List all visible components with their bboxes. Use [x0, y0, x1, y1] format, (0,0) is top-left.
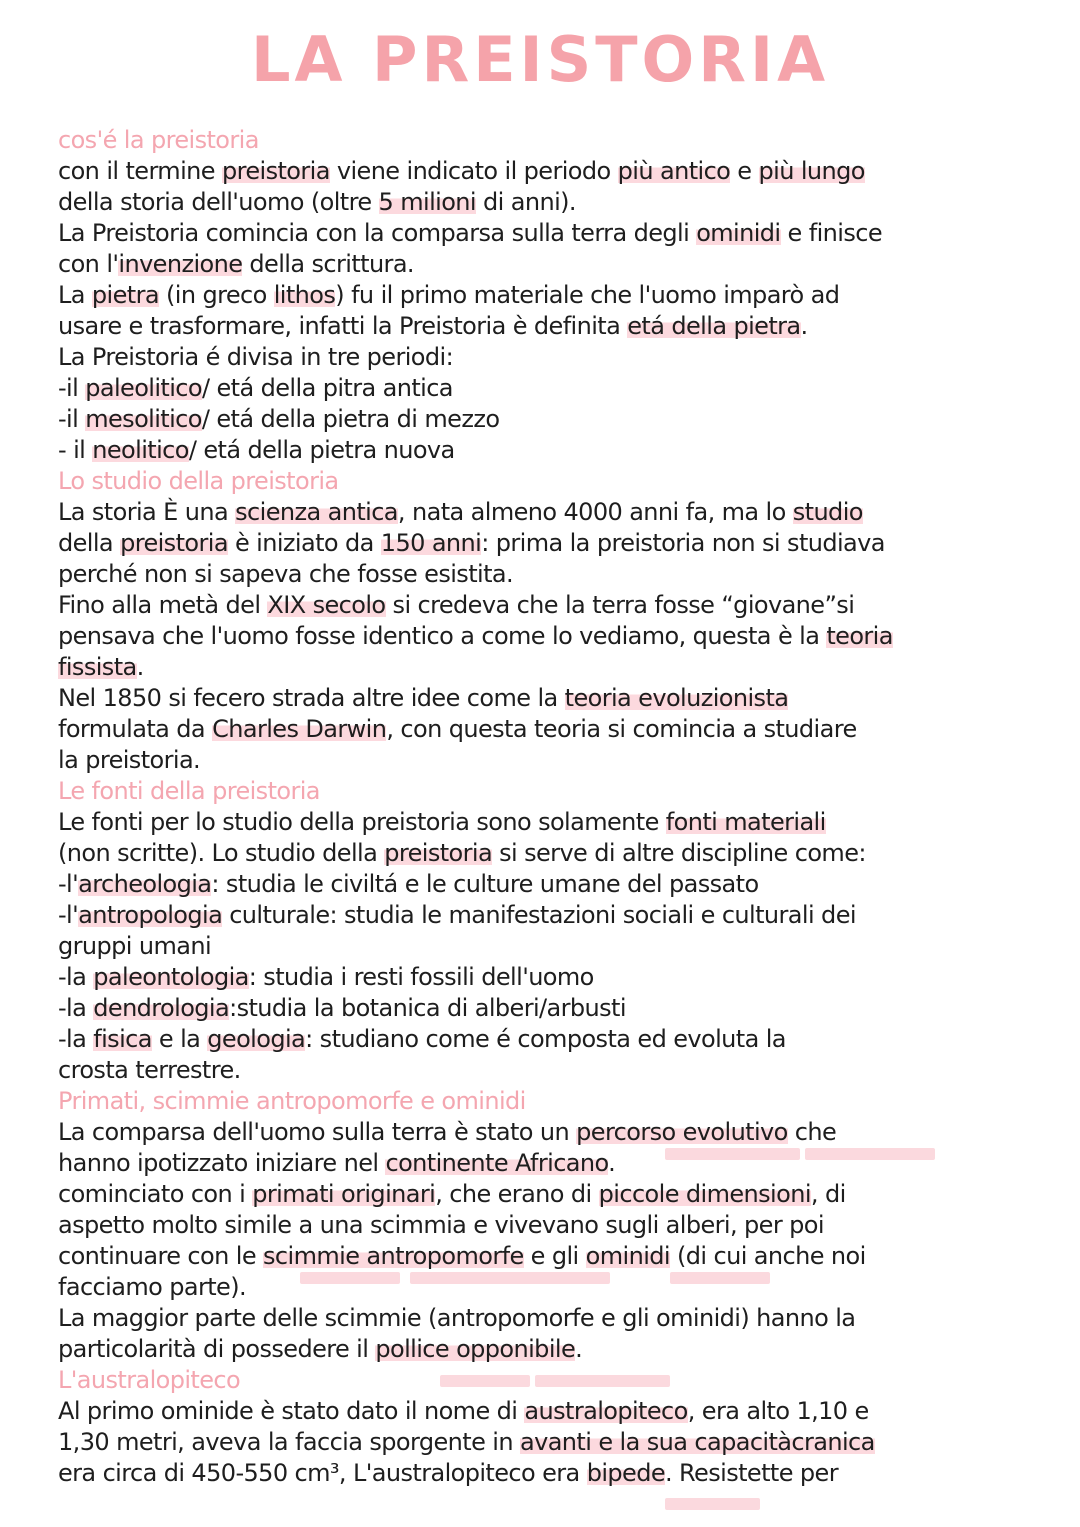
- text-segment: -l': [58, 870, 79, 898]
- text-line: [58, 621, 1038, 652]
- text-line: [58, 590, 1038, 621]
- text-segment: -la: [58, 963, 94, 991]
- highlighted-term: pollice opponibile: [375, 1335, 576, 1363]
- text-line: [58, 745, 1038, 776]
- text-segment: pensava che l'uomo fosse identico a come lo vediamo, questa è la: [58, 622, 827, 650]
- text-line: [58, 280, 1038, 311]
- highlighted-term: scimmie antropomorfe: [263, 1242, 524, 1270]
- text-segment: e finisce: [780, 219, 882, 247]
- highlighted-term: scienza antica: [235, 498, 398, 526]
- text-segment: .: [800, 312, 808, 340]
- text-line: [58, 1241, 1038, 1272]
- text-segment: di anni).: [475, 188, 576, 216]
- text-segment: ) fu il primo materiale che l'uomo imparò ad: [335, 281, 840, 309]
- highlighted-term: invenzione: [118, 250, 243, 278]
- text-segment: :studia la botanica di alberi/arbusti: [229, 994, 626, 1022]
- highlighted-term: bipede: [586, 1459, 665, 1487]
- text-segment: gruppi umani: [58, 932, 212, 960]
- highlighted-term: dendrologia: [93, 994, 230, 1022]
- text-segment: : studia i resti fossili dell'uomo: [248, 963, 594, 991]
- text-segment: viene indicato il periodo: [329, 157, 618, 185]
- text-line: [58, 931, 1038, 962]
- text-line: [58, 962, 1038, 993]
- text-segment: con l': [58, 250, 119, 278]
- text-segment: : prima la preistoria non si studiava: [481, 529, 885, 557]
- text-segment: Le fonti per lo studio della preistoria sono solamente: [58, 808, 666, 836]
- text-line: [58, 900, 1038, 931]
- section-heading: [58, 466, 1038, 497]
- text-segment: aspetto molto simile a una scimmia e vivevano sugli alberi, per poi: [58, 1211, 824, 1239]
- highlighted-term: preistoria: [120, 529, 228, 557]
- text-segment: e gli: [523, 1242, 586, 1270]
- text-segment: con il termine: [58, 157, 222, 185]
- text-line: [58, 1024, 1038, 1055]
- text-segment: , di: [810, 1180, 846, 1208]
- text-segment: facciamo parte).: [58, 1273, 246, 1301]
- text-segment: -il: [58, 374, 86, 402]
- highlighted-term: percorso evolutivo: [576, 1118, 788, 1146]
- text-segment: cominciato con i: [58, 1180, 253, 1208]
- text-line: [58, 373, 1038, 404]
- text-segment: si credeva che la terra fosse “giovane”si: [385, 591, 855, 619]
- highlighted-term: etá della pietra: [627, 312, 801, 340]
- section-heading: [58, 1365, 1038, 1396]
- highlighted-term: preistoria: [384, 839, 493, 867]
- text-line: [58, 1148, 1038, 1179]
- text-segment: , era alto 1,10 e: [687, 1397, 869, 1425]
- text-line: [58, 1334, 1038, 1365]
- section-heading: [58, 776, 1038, 807]
- highlighted-term: teoria: [826, 622, 893, 650]
- highlighted-term: lithos: [273, 281, 336, 309]
- text-segment: -la: [58, 994, 94, 1022]
- highlighted-term: più antico: [617, 157, 731, 185]
- text-line: [58, 1055, 1038, 1086]
- highlighted-term: mesolitico: [85, 405, 202, 433]
- text-segment: che: [787, 1118, 837, 1146]
- highlighted-term: geologia: [207, 1025, 306, 1053]
- text-segment: . Resistette per: [665, 1459, 838, 1487]
- text-line: [58, 652, 1038, 683]
- text-segment: crosta terrestre.: [58, 1056, 241, 1084]
- text-line: [58, 342, 1038, 373]
- text-line: [58, 249, 1038, 280]
- highlighted-term: Charles Darwin: [212, 715, 387, 743]
- highlighted-term: teoria evoluzionista: [564, 684, 789, 712]
- highlighter-strip: [665, 1498, 760, 1510]
- highlighted-term: preistoria: [221, 157, 330, 185]
- highlighted-term: ominidi: [585, 1242, 670, 1270]
- text-segment: , nata almeno 4000 anni fa, ma lo: [397, 498, 793, 526]
- text-segment: .: [136, 653, 144, 681]
- text-line: [58, 838, 1038, 869]
- highlighted-term: 150 anni: [380, 529, 482, 557]
- text-segment: , con questa teoria si comincia a studiare: [386, 715, 857, 743]
- text-segment: della scrittura.: [242, 250, 414, 278]
- highlighted-term: continente Africano: [385, 1149, 609, 1177]
- text-segment: / etá della pietra di mezzo: [201, 405, 500, 433]
- text-line: [58, 1272, 1038, 1303]
- text-line: [58, 1210, 1038, 1241]
- text-line: [58, 404, 1038, 435]
- text-line: [58, 1427, 1038, 1458]
- highlighted-term: antropologia: [78, 901, 223, 929]
- text-line: [58, 156, 1038, 187]
- highlighted-term: XIX secolo: [267, 591, 386, 619]
- highlighted-term: ominidi: [696, 219, 781, 247]
- highlighted-term: fisica: [93, 1025, 152, 1053]
- highlighted-term: pietra: [91, 281, 159, 309]
- page-title: LA PREISTORIA: [250, 23, 830, 96]
- text-segment: (di cui anche noi: [669, 1242, 866, 1270]
- text-segment: hanno ipotizzato iniziare nel: [58, 1149, 386, 1177]
- text-segment: della: [58, 529, 121, 557]
- section-heading: [58, 1086, 1038, 1117]
- text-line: [58, 218, 1038, 249]
- text-segment: cos'é la preistoria: [58, 126, 259, 154]
- text-segment: - il: [58, 436, 93, 464]
- section-heading: [58, 125, 1038, 156]
- highlighted-term: neolitico: [92, 436, 189, 464]
- text-segment: era circa di 450-550 cm³, L'australopiteco era: [58, 1459, 587, 1487]
- text-segment: La comparsa dell'uomo sulla terra è stato un: [58, 1118, 577, 1146]
- text-segment: (in greco: [158, 281, 274, 309]
- highlighted-term: più lungo: [758, 157, 865, 185]
- text-segment: -la: [58, 1025, 94, 1053]
- text-segment: : studia le civiltá e le culture umane del passato: [211, 870, 759, 898]
- highlighted-term: paleontologia: [93, 963, 249, 991]
- highlighted-term: archeologia: [78, 870, 212, 898]
- text-line: [58, 1117, 1038, 1148]
- text-line: [58, 1179, 1038, 1210]
- text-segment: La storia È una: [58, 498, 236, 526]
- text-segment: si serve di altre discipline come:: [492, 839, 866, 867]
- text-segment: : studiano come é composta ed evoluta la: [305, 1025, 786, 1053]
- text-segment: Fino alla metà del: [58, 591, 268, 619]
- text-segment: Al primo ominide è stato dato il nome di: [58, 1397, 525, 1425]
- text-segment: La: [58, 281, 92, 309]
- text-segment: Nel 1850 si fecero strada altre idee come la: [58, 684, 565, 712]
- text-segment: e: [730, 157, 759, 185]
- highlighted-term: fissista: [58, 653, 137, 681]
- text-line: [58, 187, 1038, 218]
- text-segment: L'australopiteco: [58, 1366, 241, 1394]
- text-line: [58, 1303, 1038, 1334]
- text-line: [58, 435, 1038, 466]
- text-segment: particolarità di possedere il: [58, 1335, 376, 1363]
- text-line: [58, 497, 1038, 528]
- text-segment: , che erano di: [435, 1180, 599, 1208]
- text-segment: usare e trasformare, infatti la Preistoria è definita: [58, 312, 628, 340]
- text-segment: continuare con le: [58, 1242, 264, 1270]
- text-line: [58, 528, 1038, 559]
- text-line: [58, 1396, 1038, 1427]
- text-segment: la preistoria.: [58, 746, 201, 774]
- highlighted-term: fonti materiali: [665, 808, 826, 836]
- text-segment: -il: [58, 405, 86, 433]
- text-line: [58, 714, 1038, 745]
- text-segment: / etá della pitra antica: [202, 374, 453, 402]
- text-line: [58, 559, 1038, 590]
- text-segment: Le fonti della preistoria: [58, 777, 320, 805]
- text-segment: formulata da: [58, 715, 213, 743]
- text-segment: -l': [58, 901, 79, 929]
- text-line: [58, 807, 1038, 838]
- text-segment: La maggior parte delle scimmie (antropomorfe e gli ominidi) hanno la: [58, 1304, 856, 1332]
- text-segment: (non scritte). Lo studio della: [58, 839, 385, 867]
- text-segment: 1,30 metri, aveva la faccia sporgente in: [58, 1428, 520, 1456]
- text-segment: / etá della pietra nuova: [188, 436, 455, 464]
- text-line: [58, 993, 1038, 1024]
- text-segment: Primati, scimmie antropomorfe e ominidi: [58, 1087, 526, 1115]
- text-segment: .: [608, 1149, 616, 1177]
- text-segment: e la: [151, 1025, 208, 1053]
- highlighted-term: 5 milioni: [378, 188, 476, 216]
- note-body: [58, 125, 1038, 1489]
- text-segment: La Preistoria comincia con la comparsa sulla terra degli: [58, 219, 697, 247]
- text-line: [58, 869, 1038, 900]
- highlighted-term: australopiteco: [524, 1397, 688, 1425]
- text-segment: Lo studio della preistoria: [58, 467, 339, 495]
- text-line: [58, 311, 1038, 342]
- text-segment: della storia dell'uomo (oltre: [58, 188, 379, 216]
- text-line: [58, 1458, 1038, 1489]
- text-segment: è iniziato da: [227, 529, 381, 557]
- text-line: [58, 683, 1038, 714]
- text-segment: perché non si sapeva che fosse esistita.: [58, 560, 514, 588]
- text-segment: La Preistoria é divisa in tre periodi:: [58, 343, 454, 371]
- highlighted-term: studio: [792, 498, 863, 526]
- highlighted-term: avanti e la sua capacitàcranica: [519, 1428, 875, 1456]
- highlighted-term: primati originari: [252, 1180, 436, 1208]
- text-segment: .: [575, 1335, 583, 1363]
- text-segment: culturale: studia le manifestazioni sociali e culturali dei: [222, 901, 856, 929]
- highlighted-term: paleolitico: [85, 374, 202, 402]
- highlighted-term: piccole dimensioni: [598, 1180, 811, 1208]
